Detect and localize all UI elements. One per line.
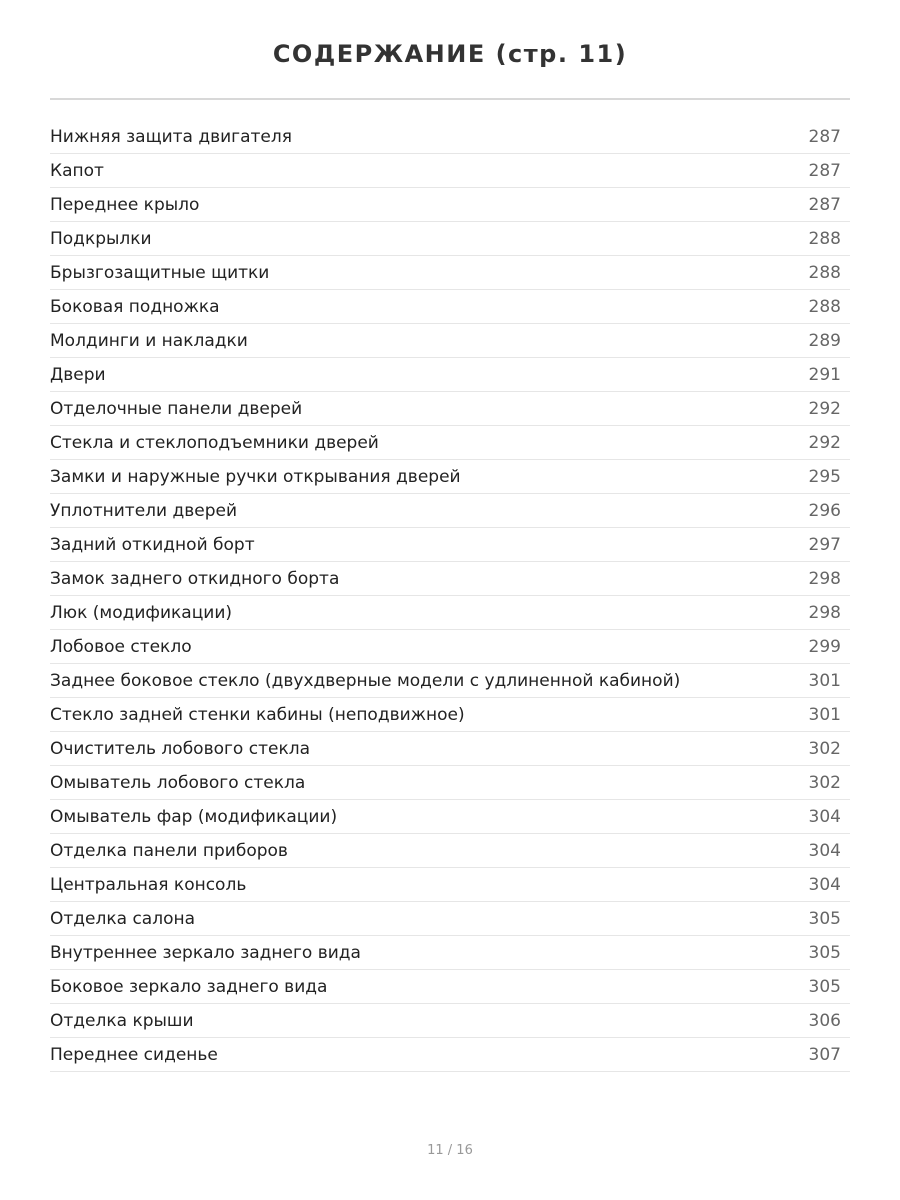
toc-entry-page: 288 xyxy=(808,262,841,283)
toc-entry-page: 304 xyxy=(808,874,841,895)
toc-entry-label: Омыватель фар (модификации) xyxy=(50,806,338,827)
toc-entry-page: 305 xyxy=(808,976,841,997)
toc-entry[interactable] xyxy=(50,834,850,868)
toc-entry[interactable] xyxy=(50,562,850,596)
toc-entry-label: Замки и наружные ручки открывания дверей xyxy=(50,466,461,487)
toc-entry[interactable] xyxy=(50,222,850,256)
toc-entry[interactable] xyxy=(50,188,850,222)
toc-entry-page: 299 xyxy=(808,636,841,657)
toc-entry[interactable] xyxy=(50,324,850,358)
toc-entry-label: Лобовое стекло xyxy=(50,636,192,657)
toc-entry-page: 302 xyxy=(808,772,841,793)
toc-entry-page: 288 xyxy=(808,228,841,249)
toc-entry-label: Уплотнители дверей xyxy=(50,500,238,521)
toc-entry-label: Капот xyxy=(50,160,104,181)
toc-entry-label: Молдинги и накладки xyxy=(50,330,248,351)
toc-entry-label: Омыватель лобового стекла xyxy=(50,772,306,793)
toc-entry[interactable] xyxy=(50,970,850,1004)
toc-entry[interactable] xyxy=(50,630,850,664)
toc-entry[interactable] xyxy=(50,358,850,392)
toc-entry-label: Боковая подножка xyxy=(50,296,220,317)
toc-entry[interactable] xyxy=(50,698,850,732)
toc-entry-page: 288 xyxy=(808,296,841,317)
toc-entry-page: 292 xyxy=(808,432,841,453)
toc-entry-label: Нижняя защита двигателя xyxy=(50,126,292,147)
toc-entry-label: Люк (модификации) xyxy=(50,602,232,623)
toc-entry-label: Брызгозащитные щитки xyxy=(50,262,270,283)
toc-list xyxy=(50,120,850,1072)
toc-entry-page: 295 xyxy=(808,466,841,487)
toc-entry[interactable] xyxy=(50,664,850,698)
toc-entry-label: Отделка панели приборов xyxy=(50,840,288,861)
toc-entry[interactable] xyxy=(50,460,850,494)
toc-entry-label: Отделка крыши xyxy=(50,1010,194,1031)
toc-entry[interactable] xyxy=(50,426,850,460)
toc-entry-label: Переднее крыло xyxy=(50,194,200,215)
toc-entry-page: 304 xyxy=(808,840,841,861)
toc-entry-label: Отделочные панели дверей xyxy=(50,398,303,419)
toc-entry-label: Отделка салона xyxy=(50,908,196,929)
toc-entry[interactable] xyxy=(50,290,850,324)
page-indicator: 11 / 16 xyxy=(427,1143,473,1158)
toc-entry-page: 287 xyxy=(808,194,841,215)
toc-entry-page: 296 xyxy=(808,500,841,521)
toc-entry-label: Двери xyxy=(50,364,106,385)
toc-entry[interactable] xyxy=(50,120,850,154)
toc-entry-page: 298 xyxy=(808,602,841,623)
toc-entry[interactable] xyxy=(50,902,850,936)
toc-entry-page: 297 xyxy=(808,534,841,555)
toc-entry-page: 302 xyxy=(808,738,841,759)
toc-entry-label: Боковое зеркало заднего вида xyxy=(50,976,328,997)
toc-entry[interactable] xyxy=(50,256,850,290)
toc-entry-page: 301 xyxy=(808,704,841,725)
toc-entry[interactable] xyxy=(50,732,850,766)
toc-entry-page: 307 xyxy=(808,1044,841,1065)
toc-entry-page: 291 xyxy=(808,364,841,385)
toc-entry-label: Стекла и стеклоподъемники дверей xyxy=(50,432,379,453)
toc-entry-label: Переднее сиденье xyxy=(50,1044,218,1065)
toc-entry[interactable] xyxy=(50,528,850,562)
toc-entry-label: Подкрылки xyxy=(50,228,152,249)
toc-entry-label: Центральная консоль xyxy=(50,874,247,895)
toc-entry-page: 304 xyxy=(808,806,841,827)
page-title: СОДЕРЖАНИЕ (стр. 11) xyxy=(272,40,628,68)
toc-entry-page: 306 xyxy=(808,1010,841,1031)
toc-entry-label: Замок заднего откидного борта xyxy=(50,568,340,589)
toc-entry-page: 301 xyxy=(808,670,841,691)
toc-entry[interactable] xyxy=(50,392,850,426)
toc-entry[interactable] xyxy=(50,1004,850,1038)
toc-entry-label: Задний откидной борт xyxy=(50,534,255,555)
toc-entry[interactable] xyxy=(50,868,850,902)
title-divider xyxy=(50,98,850,100)
toc-entry-page: 287 xyxy=(808,160,841,181)
toc-entry[interactable] xyxy=(50,766,850,800)
toc-entry[interactable] xyxy=(50,154,850,188)
toc-entry-label: Заднее боковое стекло (двухдверные модели с удлиненной кабиной) xyxy=(50,670,681,691)
toc-entry-page: 305 xyxy=(808,908,841,929)
toc-entry-page: 292 xyxy=(808,398,841,419)
toc-entry-label: Очиститель лобового стекла xyxy=(50,738,310,759)
toc-entry-page: 289 xyxy=(808,330,841,351)
toc-entry-page: 305 xyxy=(808,942,841,963)
toc-entry[interactable] xyxy=(50,936,850,970)
toc-entry-page: 287 xyxy=(808,126,841,147)
toc-entry[interactable] xyxy=(50,494,850,528)
toc-entry[interactable] xyxy=(50,800,850,834)
toc-entry-label: Внутреннее зеркало заднего вида xyxy=(50,942,361,963)
toc-entry-page: 298 xyxy=(808,568,841,589)
toc-entry-label: Стекло задней стенки кабины (неподвижное) xyxy=(50,704,465,725)
toc-entry[interactable] xyxy=(50,596,850,630)
toc-entry[interactable] xyxy=(50,1038,850,1072)
